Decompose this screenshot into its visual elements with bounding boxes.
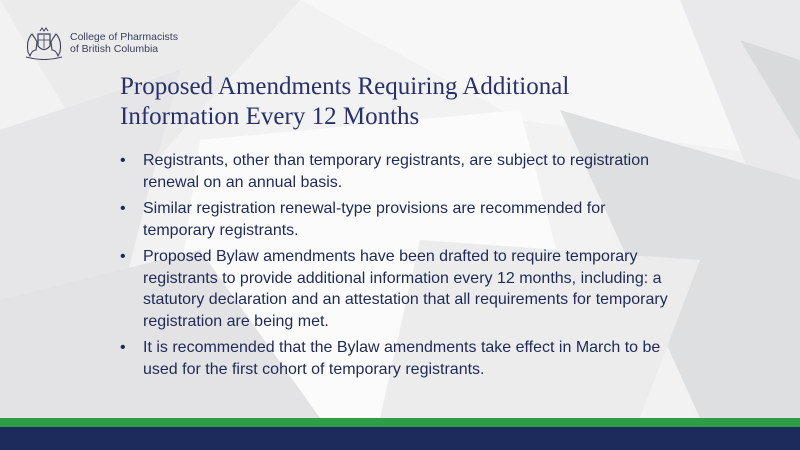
slide-title-line1: Proposed Amendments Requiring Additional	[120, 73, 570, 100]
footer-navy-band	[0, 427, 800, 450]
slide-title-line2: Information Every 12 Months	[120, 103, 420, 130]
bullet-text: Proposed Bylaw amendments have been drafted to require temporary registrants to provide additional information every 12 months, including: a statutory declaration and an attestation that all requirements for temporary registration are being met.	[143, 248, 668, 330]
bullet-marker: •	[120, 248, 126, 265]
bullet-list	[120, 150, 680, 385]
bullet-marker: •	[120, 152, 126, 169]
college-crest-icon	[22, 26, 66, 60]
bullet-text: Similar registration renewal-type provisions are recommended for temporary registrants.	[143, 200, 606, 239]
bullet-text: Registrants, other than temporary registrants, are subject to registration renewal on an annual basis.	[143, 152, 650, 191]
bullet-item	[120, 198, 680, 241]
footer-green-stripe	[0, 418, 800, 427]
org-logo	[22, 26, 178, 60]
org-name-line1: College of Pharmacists	[70, 31, 178, 43]
org-name-line2: of British Columbia	[70, 43, 159, 55]
slide-title	[120, 72, 720, 132]
bullet-text: It is recommended that the Bylaw amendments take effect in March to be used for the first cohort of temporary registrants.	[143, 339, 661, 378]
bullet-item	[120, 150, 680, 193]
bullet-item	[120, 337, 680, 380]
bullet-marker: •	[120, 339, 126, 356]
bullet-item	[120, 246, 680, 332]
bullet-marker: •	[120, 200, 126, 217]
